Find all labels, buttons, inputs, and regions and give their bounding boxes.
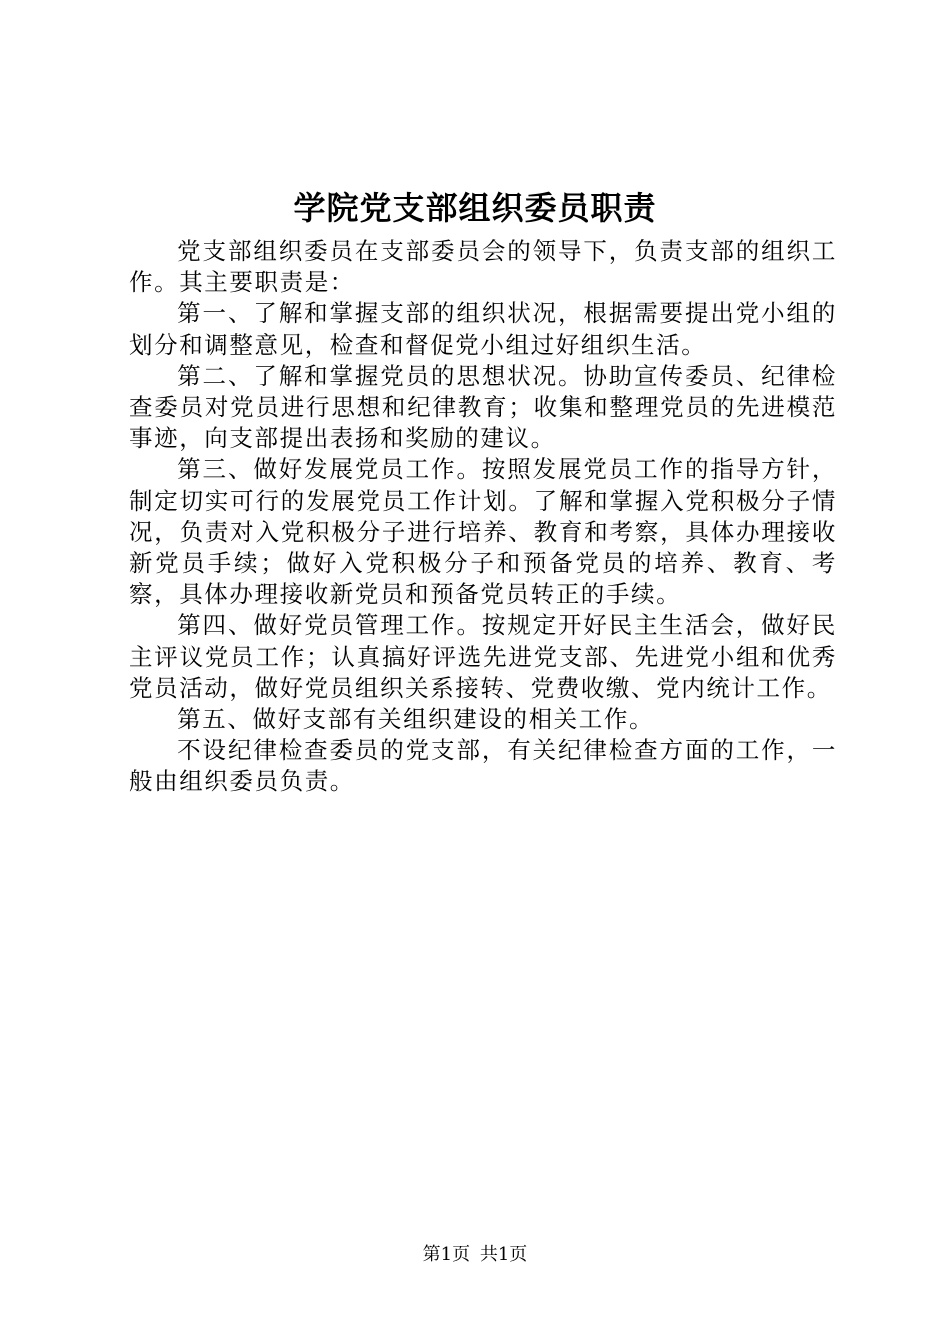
paragraph-intro: 党支部组织委员在支部委员会的领导下，负责支部的组织工作。其主要职责是： [129, 237, 837, 297]
document-title: 学院党支部组织委员职责 [293, 189, 657, 227]
paragraph-duty-5: 第五、做好支部有关组织建设的相关工作。 [177, 705, 655, 734]
page-footer [0, 1243, 950, 1267]
paragraph-duty-1: 第一、了解和掌握支部的组织状况，根据需要提出党小组的划分和调整意见，检查和督促党小组过好组织生活。 [129, 299, 837, 359]
paragraph-duty-2: 第二、了解和掌握党员的思想状况。协助宣传委员、纪律检查委员对党员进行思想和纪律教育；收集和整理党员的先进模范事迹，向支部提出表扬和奖励的建议。 [129, 361, 837, 453]
document-body [129, 236, 837, 798]
paragraph-duty-3: 第三、做好发展党员工作。按照发展党员工作的指导方针，制定切实可行的发展党员工作计划。了解和掌握入党积极分子情况，负责对入党积极分子进行培养、教育和考察，具体办理接收新党员手续；做好入党积极分子和预备党员的培养、教育、考察，具体办理接收新党员和预备党员转正的手续。 [129, 455, 837, 609]
paragraph-note: 不设纪律检查委员的党支部，有关纪律检查方面的工作，一般由组织委员负责。 [129, 736, 837, 796]
page-number: 第1页 [422, 1244, 471, 1265]
paragraph-duty-4: 第四、做好党员管理工作。按规定开好民主生活会，做好民主评议党员工作；认真搞好评选先进党支部、先进党小组和优秀党员活动，做好党员组织关系接转、党费收缴、党内统计工作。 [129, 611, 837, 702]
page-total: 共1页 [479, 1244, 528, 1265]
